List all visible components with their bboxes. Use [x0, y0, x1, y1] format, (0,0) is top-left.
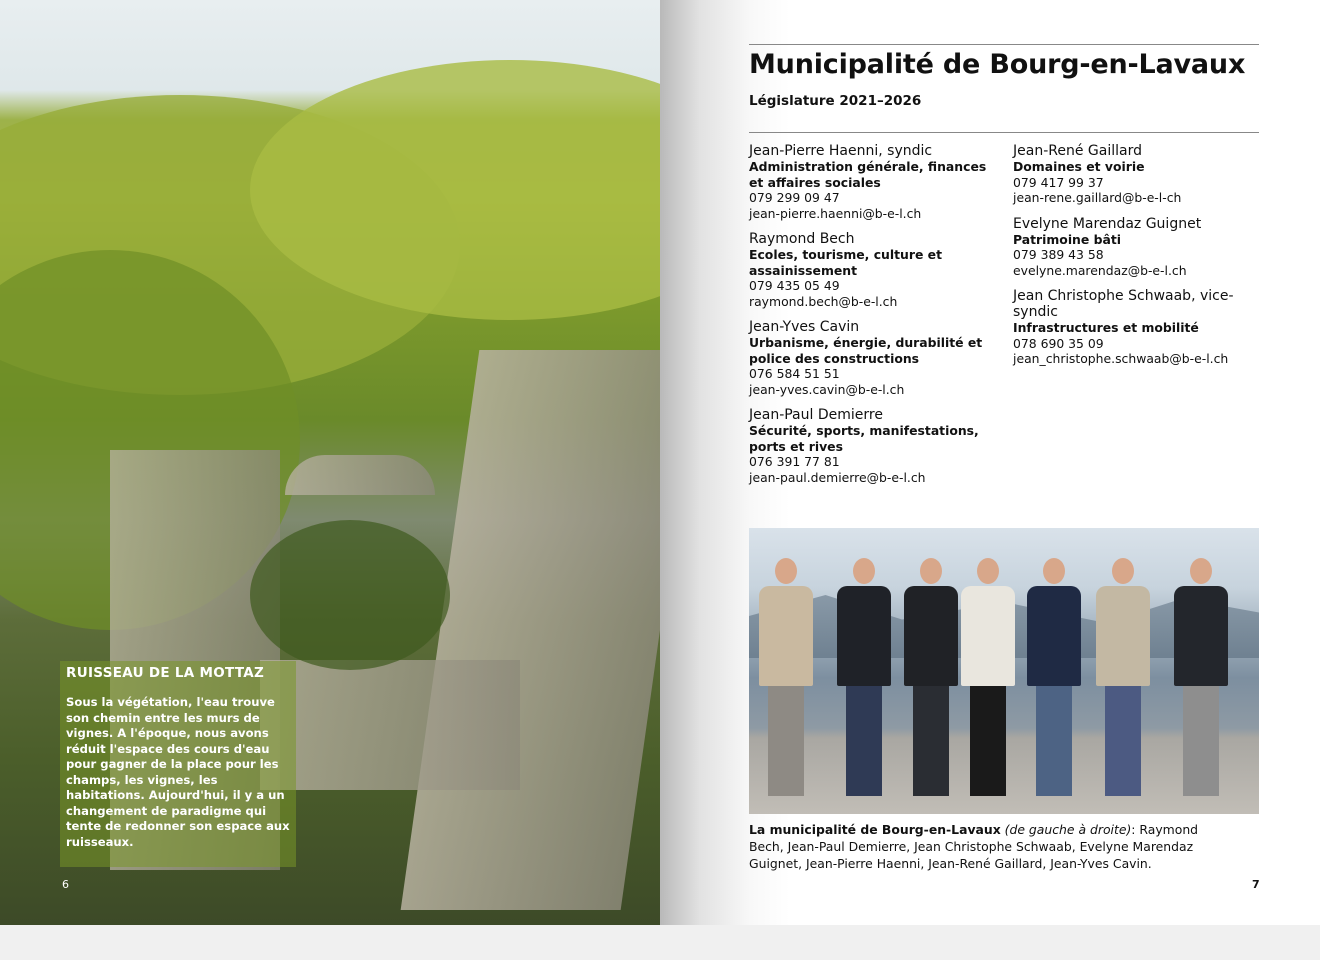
- member-phone: 078 690 35 09: [1013, 335, 1104, 351]
- members-column-2: [1013, 143, 1243, 377]
- member-phone: 079 417 99 37: [1013, 174, 1104, 190]
- divider: [749, 132, 1259, 133]
- member-role: Patrimoine bâti: [1013, 231, 1122, 247]
- member-name: Jean-Yves Cavin: [749, 319, 860, 335]
- caption-bold: La municipalité de Bourg-en-Lavaux: [749, 822, 1001, 837]
- member-email: raymond.bech@b-e-l.ch: [749, 293, 898, 309]
- member-phone: 079 299 09 47: [749, 190, 840, 205]
- member-email: jean_christophe.schwaab@b-e-l.ch: [1013, 351, 1229, 366]
- member-phone: 076 584 51 51: [749, 366, 840, 381]
- members-column-1: [749, 143, 999, 495]
- person-figure: [1096, 558, 1150, 796]
- person-figure: [1174, 558, 1228, 796]
- person-figure: [837, 558, 891, 796]
- page-title: Municipalité de Bourg-en-Lavaux: [749, 49, 1246, 80]
- caption-title: RUISSEAU DE LA MOTTAZ: [66, 665, 265, 681]
- member-entry: [749, 143, 999, 221]
- municipality-group-photo: [749, 528, 1259, 814]
- member-role: Sécurité, sports, manifestations, ports et rives: [749, 423, 979, 454]
- member-role: Urbanisme, énergie, durabilité et police des constructions: [749, 335, 983, 366]
- page-number-left: 6: [62, 878, 69, 891]
- member-entry: [749, 319, 999, 397]
- member-email: evelyne.marendaz@b-e-l.ch: [1013, 262, 1187, 278]
- vineyard-photo: [0, 0, 660, 925]
- member-name: Raymond Bech: [749, 231, 855, 247]
- stone-ledge: [260, 660, 520, 790]
- member-name: Jean-Paul Demierre: [749, 407, 883, 423]
- person-figure: [1027, 558, 1081, 796]
- vegetation: [250, 520, 450, 670]
- stone-wall: [401, 350, 660, 910]
- member-phone: 079 389 43 58: [1013, 247, 1104, 262]
- member-phone: 076 391 77 81: [749, 454, 840, 469]
- member-role: Ecoles, tourisme, culture et assainissement: [749, 247, 943, 278]
- stone-arch: [285, 455, 435, 495]
- member-name: Jean-Pierre Haenni, syndic: [749, 143, 933, 159]
- member-role: Administration générale, finances et affaires sociales: [749, 159, 987, 190]
- member-role: Domaines et voirie: [1013, 159, 1145, 174]
- member-entry: [749, 231, 999, 309]
- member-email: jean-pierre.haenni@b-e-l.ch: [749, 205, 922, 221]
- person-figure: [904, 558, 958, 796]
- member-name: Evelyne Marendaz Guignet: [1013, 215, 1202, 232]
- divider: [749, 44, 1259, 45]
- member-email: jean-yves.cavin@b-e-l.ch: [749, 381, 905, 397]
- member-name: Jean Christophe Schwaab, vice-syndic: [1013, 288, 1234, 320]
- member-entry: [749, 407, 999, 485]
- caption-names: : Raymond Bech, Jean-Paul Demierre, Jean Christophe Schwaab, Evelyne Marendaz Guignet, Jean-Pierre Haenni, Jean-René Gaillard, Jean-Yves Cavin.: [749, 822, 1199, 871]
- member-entry: [1013, 143, 1243, 206]
- member-email: jean-rene.gaillard@b-e-l-ch: [1013, 190, 1182, 205]
- person-figure: [759, 558, 813, 796]
- member-phone: 079 435 05 49: [749, 278, 840, 293]
- member-role: Infrastructures et mobilité: [1013, 320, 1199, 335]
- page-number-right: 7: [1252, 878, 1260, 891]
- member-name: Jean-René Gaillard: [1013, 143, 1142, 159]
- subtitle: Législature 2021–2026: [749, 93, 922, 109]
- caption-box: [60, 661, 296, 867]
- caption-italic: (de gauche à droite): [1004, 822, 1132, 837]
- member-entry: [1013, 216, 1243, 279]
- member-email: jean-paul.demierre@b-e-l.ch: [749, 469, 926, 485]
- member-entry: [1013, 288, 1243, 367]
- photo-caption: [749, 821, 1219, 872]
- person-figure: [961, 558, 1015, 796]
- caption-text: Sous la végétation, l'eau trouve son chemin entre les murs de vignes. A l'époque, nous avons réduit l'espace des cours d'eau pour gagner de la place pour les champs, les vignes, les habitations. Aujourd'hui, il y a un changement de paradigme qui tente de redonner son espace aux ruisseaux.: [66, 695, 290, 849]
